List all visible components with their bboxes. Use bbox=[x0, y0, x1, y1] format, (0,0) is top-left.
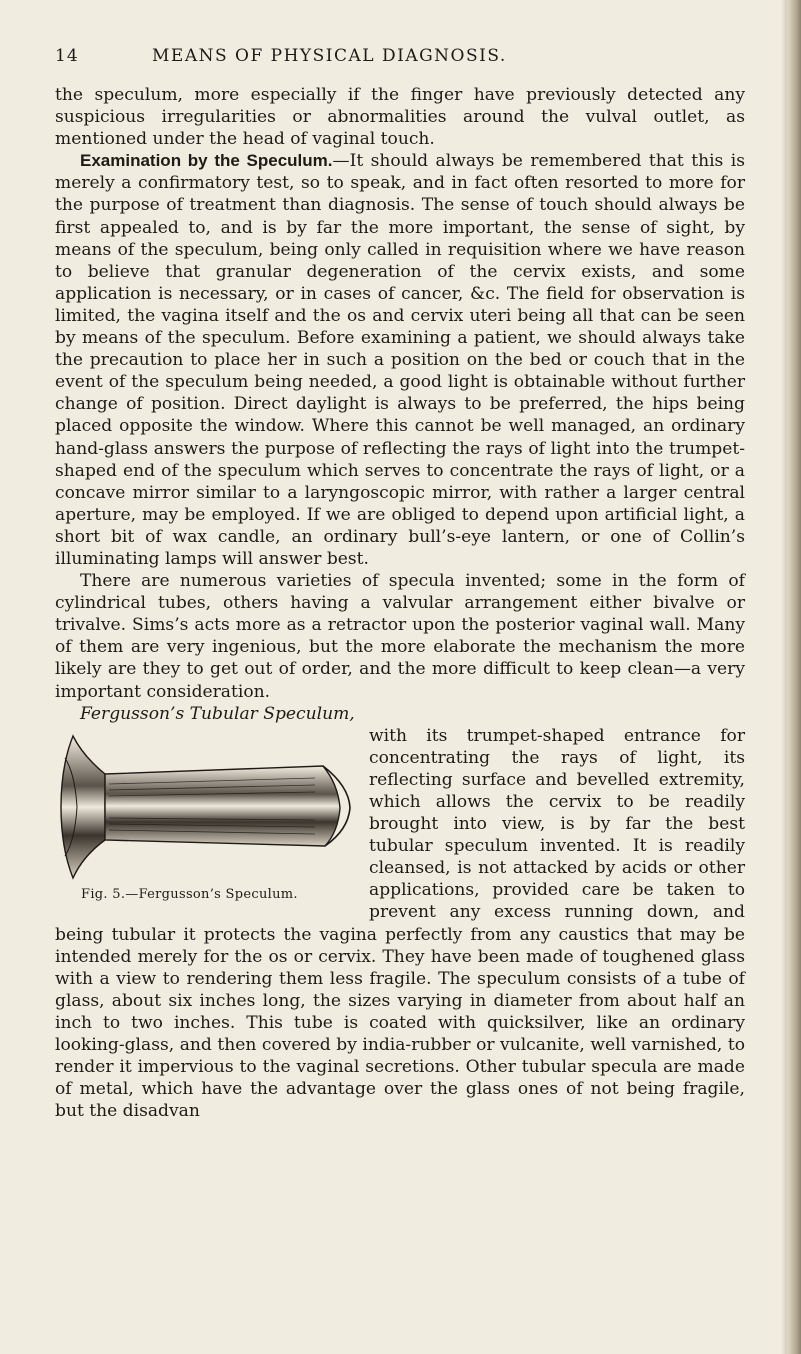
paragraph-4-text: with its trumpet-shaped entrance for concentrating the rays of light, its reflecting surface and bevelled extremity, which allows the cervix to be readily brought into view, is by far the best tubular speculum invented. It is readily cleansed, is not attacked by acids or other applications, provided care be taken to prevent any excess running down, and being tubular it protects the vagina perfectly from any caustics that may be intended merely for the os or cervix. They have been made of toughened glass with a view to rendering them less fragile. The speculum consists of a tube of glass, about six inches long, the sizes varying in diameter from about half an inch to two inches. This tube is coated with quicksilver, like an ordinary looking-glass, and then covered by india-rubber or vulcanite, well varnished, to render it impervious to the vaginal secretions. Other tubular specula are made of metal, which have the advantage over the glass ones of not being fragile, but the disadvan bbox=[55, 725, 745, 1122]
paragraph-1 bbox=[55, 84, 745, 150]
body-text bbox=[55, 84, 745, 1122]
paragraph-2-text: —It should always be remembered that this is merely a confirmatory test, so to speak, and in fact often resorted to more for the purpose of treatment than diagnosis. The sense of touch should always be first appealed to, and is by far the more important, the sense of sight, by means of the speculum, being only called in requisition where we have reason to believe that granular degeneration of the cervix exists, and some application is necessary, or in cases of cancer, &c. The field for observation is limited, the vagina itself and the os and cervix uteri being all that can be seen by means of the speculum. Before examining a patient, we should always take the precaution to place her in such a position on the bed or couch that in the event of the speculum being needed, a good light is obtainable without further change of position. Direct daylight is always to be preferred, the hips being placed opposite the window. Where this cannot be well managed, an ordinary hand-glass answers the purpose of reflecting the rays of light into the trumpet-shaped end of the speculum which serves to concentrate the rays of light, or a concave mirror similar to a laryngoscopic mirror, with rather a larger central aperture, may be employed. If we are obliged to depend upon artificial light, a short bit of wax candle, an ordinary bull’s-eye lantern, or one of Collin’s illuminating lamps will answer best. bbox=[55, 151, 745, 569]
paragraph-fergusson bbox=[55, 703, 745, 725]
section-heading-speculum: Examination by the Speculum. bbox=[80, 151, 333, 171]
speculum-illustration-icon bbox=[53, 728, 353, 884]
page-edge bbox=[787, 0, 801, 1354]
paragraph-1-text: the speculum, more especially if the finger have previously detected any suspicious irregularities or abnormalities around the vulval outlet, as mentioned under the head of vaginal touch. bbox=[55, 85, 745, 150]
paragraph-specula-varieties bbox=[55, 570, 745, 703]
page-number: 14 bbox=[55, 46, 79, 66]
figure-caption: Fig. 5.—Fergusson’s Speculum. bbox=[81, 886, 298, 902]
running-head: MEANS OF PHYSICAL DIAGNOSIS. bbox=[152, 46, 507, 66]
fergusson-term: Fergusson’s Tubular Speculum, bbox=[80, 703, 355, 724]
figure-fergusson-speculum bbox=[53, 728, 361, 904]
paragraph-3-text: There are numerous varieties of specula invented; some in the form of cylindrical tubes, others having a valvular arrangement either bivalve or trivalve. Sims’s acts more as a retractor upon the posterior vaginal wall. Many of them are very ingenious, but the more elaborate the mechanism the more likely are they to get out of order, and the more difficult to keep clean—a very important consideration. bbox=[55, 571, 745, 702]
page-header bbox=[55, 46, 750, 74]
paragraph-speculum-exam bbox=[55, 150, 745, 570]
